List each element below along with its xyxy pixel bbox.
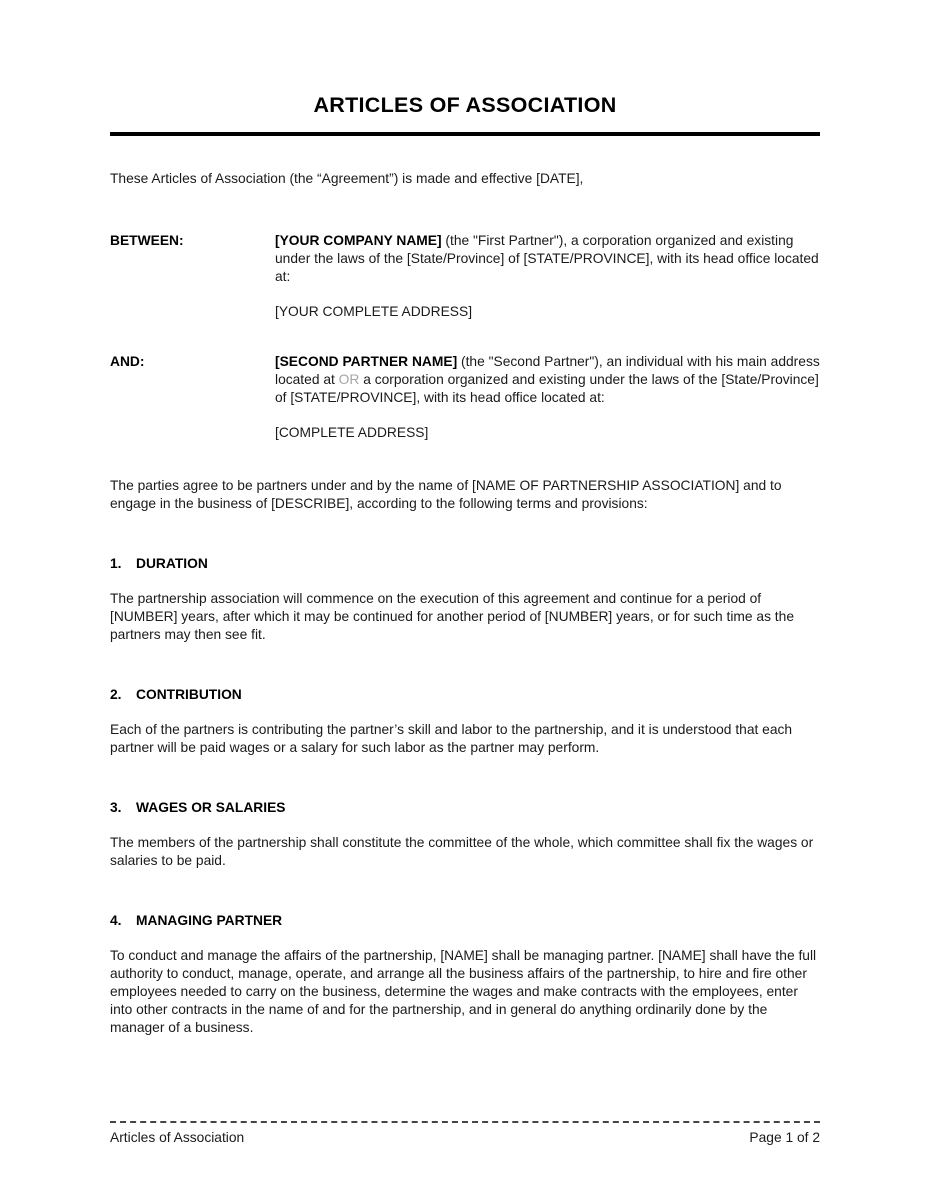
party-block-between — [110, 232, 820, 321]
party-block-and — [110, 353, 820, 442]
section-number: 3. — [110, 800, 122, 815]
section-title: CONTRIBUTION — [136, 687, 242, 702]
section-heading-wages — [110, 799, 820, 817]
party-label-between: BETWEEN: — [110, 233, 184, 248]
section-number: 2. — [110, 687, 122, 702]
first-partner-name: [YOUR COMPANY NAME] — [275, 233, 442, 248]
agreement-paragraph: The parties agree to be partners under and by the name of [NAME OF PARTNERSHIP ASSOCIATION] and to engage in the business of [DESCRIBE], according to the following terms and provisions: — [110, 478, 782, 511]
second-partner-address: [COMPLETE ADDRESS] — [275, 425, 429, 440]
intro-paragraph: These Articles of Association (the “Agreement”) is made and effective [DATE], — [110, 171, 584, 186]
section-body-managing-partner: To conduct and manage the affairs of the partnership, [NAME] shall be managing partner. [NAME] shall have the full authority to conduct, manage, operate, and arrange all the business affairs of the partnership, to hire and fire other employees needed to carry on the business, determine the wages and make contracts with the employees, enter into other contracts in the name of and for the partnership, and in general do anything ordinarily done by the manager of a business. — [110, 948, 817, 1035]
section-body-duration: The partnership association will commence on the execution of this agreement and continue for a period of [NUMBER] years, after which it may be continued for another period of [NUMBER] years, or for such time as the partners may then see fit. — [110, 591, 794, 642]
second-partner-name: [SECOND PARTNER NAME] — [275, 354, 458, 369]
second-partner-text-after-or: a corporation organized and existing under the laws of the [State/Province] of [STATE/PROVINCE], with its head office located at: — [275, 372, 819, 405]
section-body-contribution: Each of the partners is contributing the partner’s skill and labor to the partnership, and it is understood that each partner will be paid wages or a salary for such labor as the partner may perform. — [110, 722, 793, 755]
party-body-and — [275, 353, 820, 442]
second-partner-text-before-or: (the "Second Partner"), an individual with his main address located at — [275, 354, 820, 387]
section-body-wages: The members of the partnership shall constitute the committee of the whole, which committee shall fix the wages or salaries to be paid. — [110, 835, 814, 868]
section-number: 1. — [110, 556, 122, 571]
title-rule — [110, 132, 820, 136]
page-title: ARTICLES OF ASSOCIATION — [313, 93, 617, 117]
document-content — [110, 0, 820, 1037]
section-title: WAGES OR SALARIES — [136, 800, 286, 815]
section-heading-managing-partner — [110, 912, 820, 930]
party-description-between — [275, 232, 820, 286]
first-partner-address: [YOUR COMPLETE ADDRESS] — [275, 304, 473, 319]
party-label-and: AND: — [110, 354, 145, 369]
footer-document-title: Articles of Association — [110, 1130, 245, 1145]
section-heading-contribution — [110, 686, 820, 704]
section-number: 4. — [110, 913, 122, 928]
or-word: OR — [338, 372, 360, 387]
section-title: DURATION — [136, 556, 208, 571]
party-body-between — [275, 232, 820, 321]
footer-page-number: Page 1 of 2 — [749, 1130, 820, 1145]
section-heading-duration — [110, 555, 820, 573]
section-title: MANAGING PARTNER — [136, 913, 283, 928]
first-partner-text: (the "First Partner"), a corporation organized and existing under the laws of the [State/Province] of [STATE/PROVINCE], with its head office located at: — [275, 233, 819, 284]
party-description-and — [275, 353, 820, 407]
page-footer — [110, 1121, 820, 1147]
